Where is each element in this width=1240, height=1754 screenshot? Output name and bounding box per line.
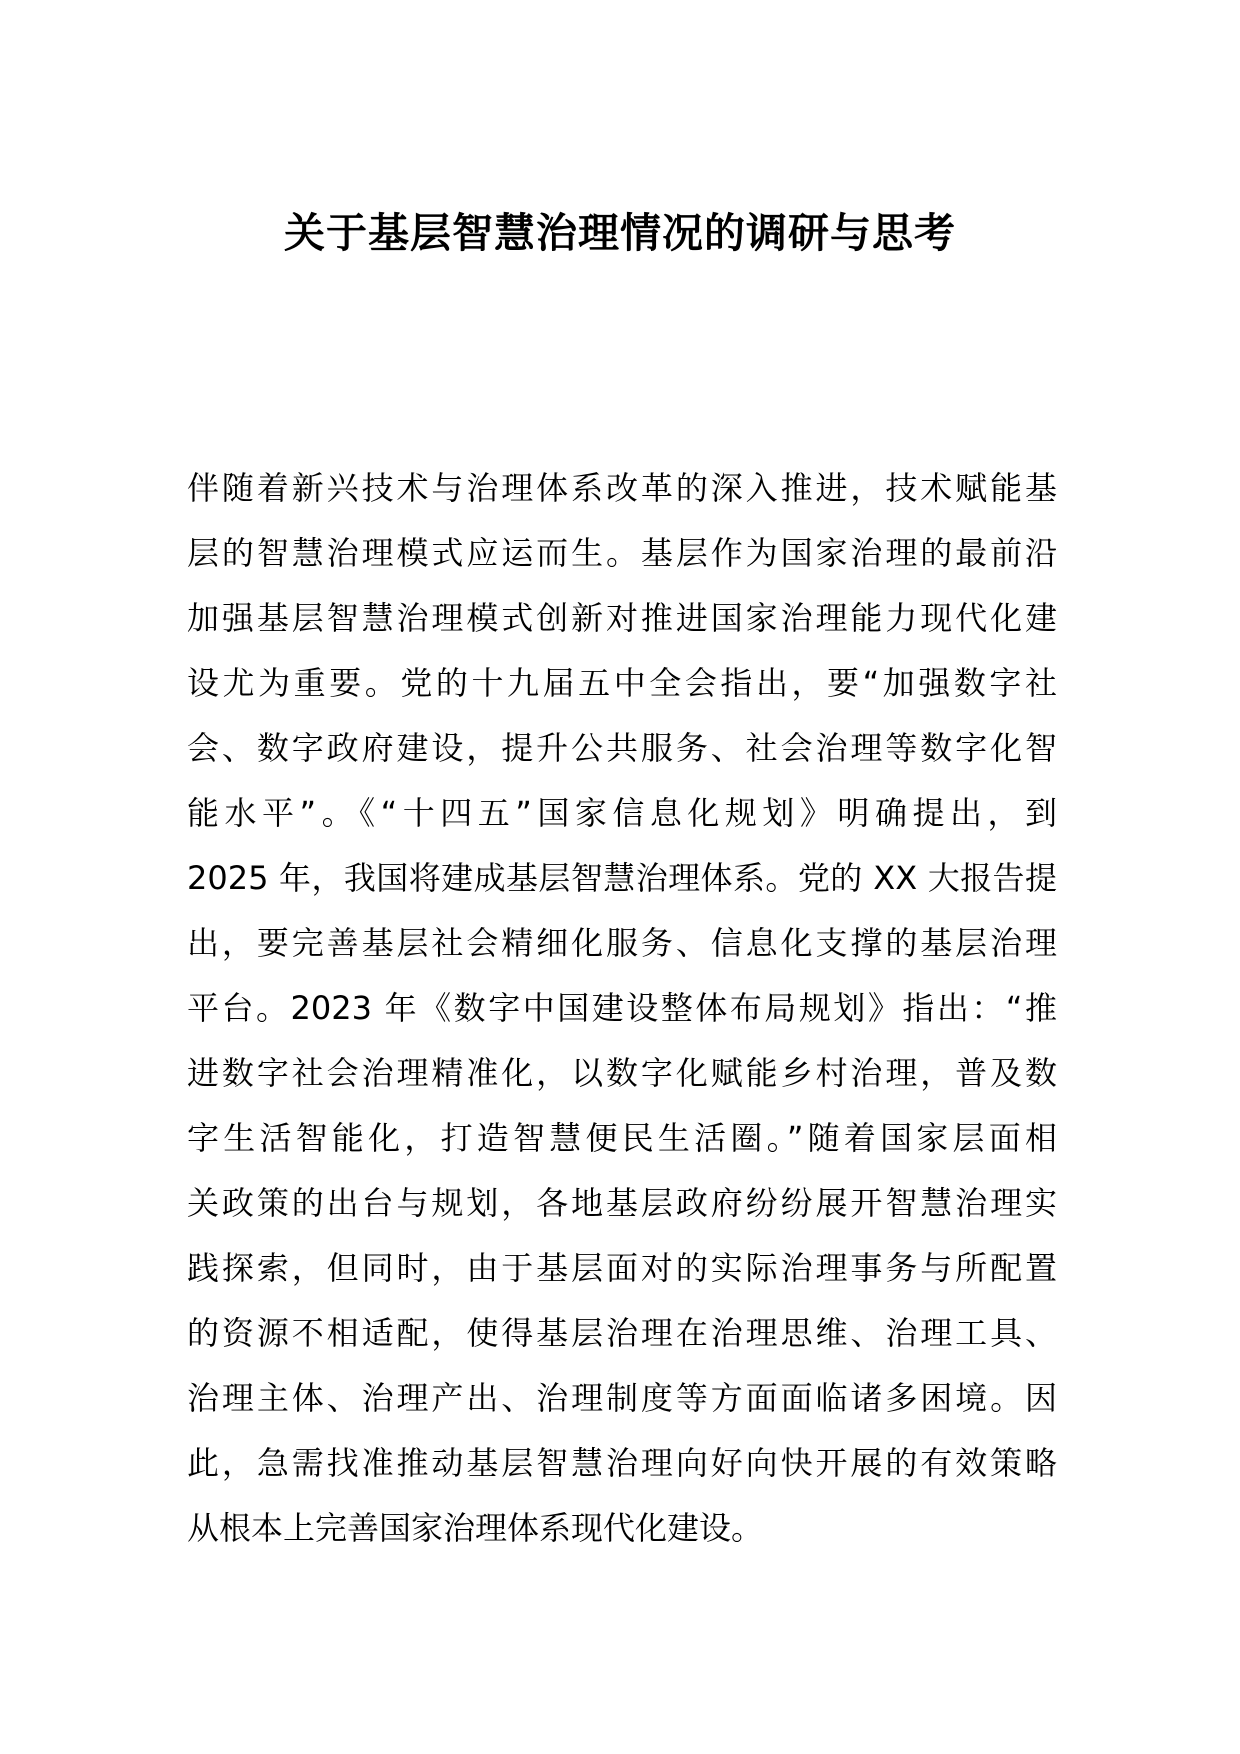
body-line: 会、数字政府建设，提升公共服务、社会治理等数字化智	[187, 729, 1057, 767]
body-line: 从根本上完善国家治理体系现代化建设。	[187, 1509, 764, 1547]
body-line: 字生活智能化，打造智慧便民生活圈。”随着国家层面相	[187, 1119, 1057, 1157]
body-line: 层的智慧治理模式应运而生。基层作为国家治理的最前沿	[187, 534, 1057, 572]
body-line: 加强基层智慧治理模式创新对推进国家治理能力现代化建	[187, 599, 1057, 637]
body-line: 伴随着新兴技术与治理体系改革的深入推进，技术赋能基	[187, 469, 1057, 507]
body-line: 出，要完善基层社会精细化服务、信息化支撑的基层治理	[187, 924, 1057, 962]
body-line: 此，急需找准推动基层智慧治理向好向快开展的有效策略	[187, 1444, 1057, 1482]
body-line: 的资源不相适配，使得基层治理在治理思维、治理工具、	[187, 1314, 1057, 1352]
body-line: 关政策的出台与规划，各地基层政府纷纷展开智慧治理实	[187, 1184, 1057, 1222]
body-line: 能水平”。《“十四五”国家信息化规划》明确提出，到	[187, 794, 1057, 832]
body-line: 进数字社会治理精准化，以数字化赋能乡村治理，普及数	[187, 1054, 1057, 1092]
document-body	[187, 456, 1057, 1561]
body-line: 践探索，但同时，由于基层面对的实际治理事务与所配置	[187, 1249, 1057, 1287]
body-line: 2025 年，我国将建成基层智慧治理体系。党的 XX 大报告提	[187, 859, 1057, 897]
body-line: 治理主体、治理产出、治理制度等方面面临诸多困境。因	[187, 1379, 1057, 1417]
document-title: 关于基层智慧治理情况的调研与思考	[284, 209, 956, 257]
body-line: 平台。2023 年《数字中国建设整体布局规划》指出：“推	[187, 989, 1057, 1027]
body-line: 设尤为重要。党的十九届五中全会指出，要“加强数字社	[187, 664, 1057, 702]
